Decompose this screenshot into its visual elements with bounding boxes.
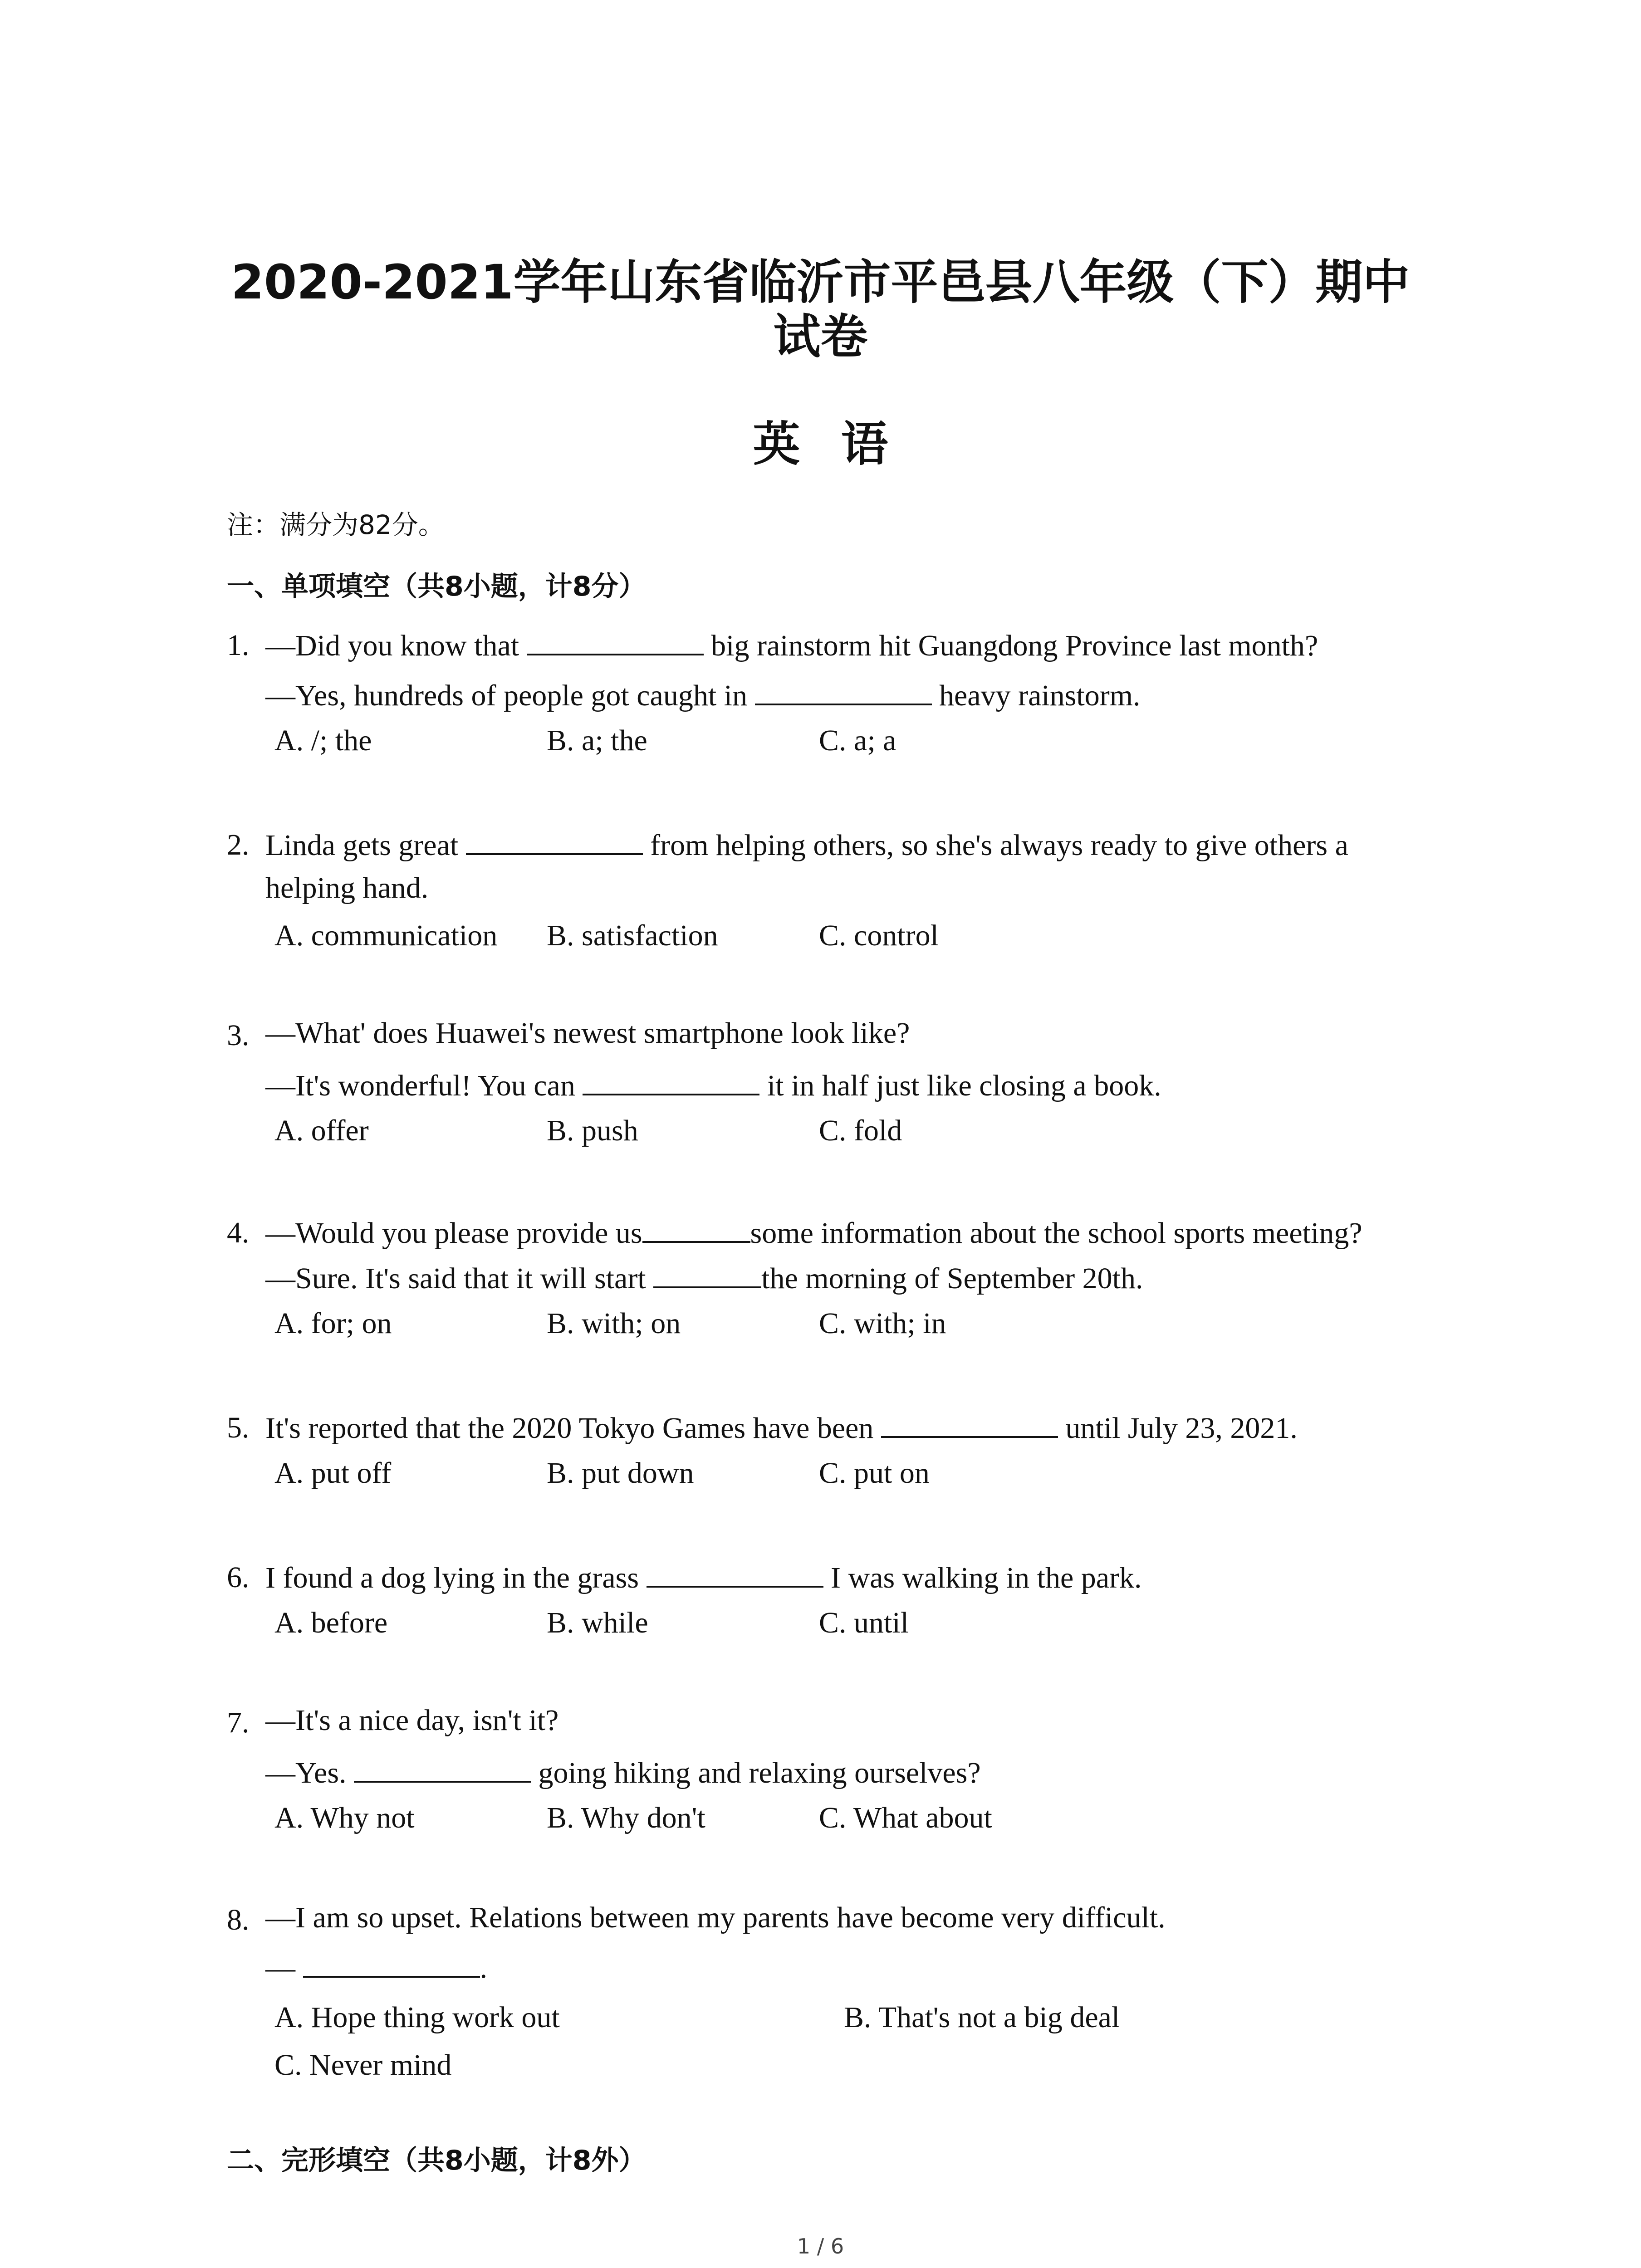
question-number: 7. [227, 1706, 250, 1739]
option-a[interactable]: A. put off [274, 1457, 392, 1490]
answer-blank[interactable] [303, 1950, 480, 1978]
option-b[interactable]: B. put down [547, 1457, 694, 1490]
question-line [265, 1216, 1362, 1248]
question-text: some information about the school sports meeting? [750, 1217, 1362, 1250]
question-line: —What' does Huawei's newest smartphone look like? [265, 1017, 910, 1050]
option-c[interactable]: C. control [819, 919, 939, 952]
question-text: going hiking and relaxing ourselves? [538, 1756, 981, 1789]
question-number: 1. [227, 629, 250, 662]
question-text: —Yes, hundreds of people got caught in [265, 679, 747, 712]
question-text: —It's wonderful! You can [265, 1069, 575, 1102]
score-note: 注：满分为82分。 [227, 509, 445, 540]
question-number: 2. [227, 828, 250, 861]
answer-blank[interactable] [527, 628, 704, 655]
option-c[interactable]: C. until [819, 1606, 909, 1639]
option-b[interactable]: B. with; on [547, 1307, 681, 1340]
question-text: — [265, 1951, 295, 1984]
answer-blank[interactable] [881, 1411, 1058, 1438]
question-number: 4. [227, 1216, 250, 1249]
option-c[interactable]: C. fold [819, 1114, 902, 1147]
question-line: helping hand. [265, 871, 429, 904]
answer-blank[interactable] [354, 1755, 531, 1783]
option-c[interactable]: C. put on [819, 1457, 930, 1490]
question-number: 6. [227, 1561, 250, 1594]
title-line-1: 2020-2021学年山东省临沂市平邑县八年级（下）期中 [231, 254, 1410, 310]
answer-blank[interactable] [653, 1261, 761, 1288]
question-line [265, 828, 1348, 860]
question-text: until July 23, 2021. [1065, 1412, 1298, 1445]
option-b[interactable]: B. Why don't [547, 1801, 705, 1834]
question-text: the morning of September 20th. [761, 1262, 1143, 1295]
option-a[interactable]: A. Hope thing work out [274, 2001, 560, 2034]
section-heading-1: 一、单项填空（共8小题，计8分） [227, 571, 646, 602]
option-a[interactable]: A. communication [274, 919, 498, 952]
question-text: from helping others, so she's always ready to give others a [650, 829, 1348, 862]
option-a[interactable]: A. before [274, 1606, 388, 1639]
option-a[interactable]: A. Why not [274, 1801, 415, 1834]
answer-blank[interactable] [466, 828, 643, 855]
question-line [265, 628, 1318, 661]
option-b[interactable]: B. That's not a big deal [844, 2001, 1120, 2034]
option-a[interactable]: A. offer [274, 1114, 369, 1147]
question-text: —Did you know that [265, 629, 519, 662]
question-text: —Would you please provide us [265, 1217, 642, 1250]
option-c[interactable]: C. Never mind [274, 2048, 452, 2082]
question-text: —Sure. It's said that it will start [265, 1262, 646, 1295]
question-number: 3. [227, 1019, 250, 1052]
question-line [265, 1261, 1143, 1294]
page-number: 1 / 6 [797, 2234, 844, 2258]
question-number: 5. [227, 1411, 250, 1444]
option-c[interactable]: C. with; in [819, 1307, 946, 1340]
question-number: 8. [227, 1903, 250, 1936]
option-b[interactable]: B. a; the [547, 724, 647, 757]
question-text: It's reported that the 2020 Tokyo Games have been [265, 1412, 874, 1445]
option-b[interactable]: B. satisfaction [547, 919, 718, 952]
answer-blank[interactable] [642, 1216, 750, 1243]
answer-blank[interactable] [755, 678, 932, 705]
option-c[interactable]: C. a; a [819, 724, 896, 757]
option-c[interactable]: C. What about [819, 1801, 992, 1834]
option-b[interactable]: B. while [547, 1606, 648, 1639]
title-line-2: 试卷 [773, 309, 868, 364]
option-a[interactable]: A. for; on [274, 1307, 392, 1340]
question-text: it in half just like closing a book. [767, 1069, 1161, 1102]
question-line [265, 1068, 1161, 1101]
question-line [265, 1755, 981, 1788]
question-line: —I am so upset. Relations between my parents have become very difficult. [265, 1901, 1166, 1934]
option-a[interactable]: A. /; the [274, 724, 372, 757]
question-text: Linda gets great [265, 829, 459, 862]
option-b[interactable]: B. push [547, 1114, 638, 1147]
question-line [265, 1411, 1298, 1443]
question-line [265, 678, 1141, 711]
question-text: —Yes. [265, 1756, 347, 1789]
question-text: big rainstorm hit Guangdong Province last month? [711, 629, 1318, 662]
question-line: —It's a nice day, isn't it? [265, 1704, 559, 1737]
question-text: . [480, 1951, 487, 1984]
question-text: I was walking in the park. [831, 1561, 1142, 1594]
question-line [265, 1560, 1142, 1593]
question-text: heavy rainstorm. [939, 679, 1141, 712]
question-line [265, 1950, 487, 1983]
question-text: I found a dog lying in the grass [265, 1561, 639, 1594]
section-heading-2: 二、完形填空（共8小题，计8外） [227, 2145, 646, 2176]
answer-blank[interactable] [583, 1068, 759, 1095]
subject-heading: 英语 [753, 416, 929, 472]
answer-blank[interactable] [647, 1560, 823, 1588]
